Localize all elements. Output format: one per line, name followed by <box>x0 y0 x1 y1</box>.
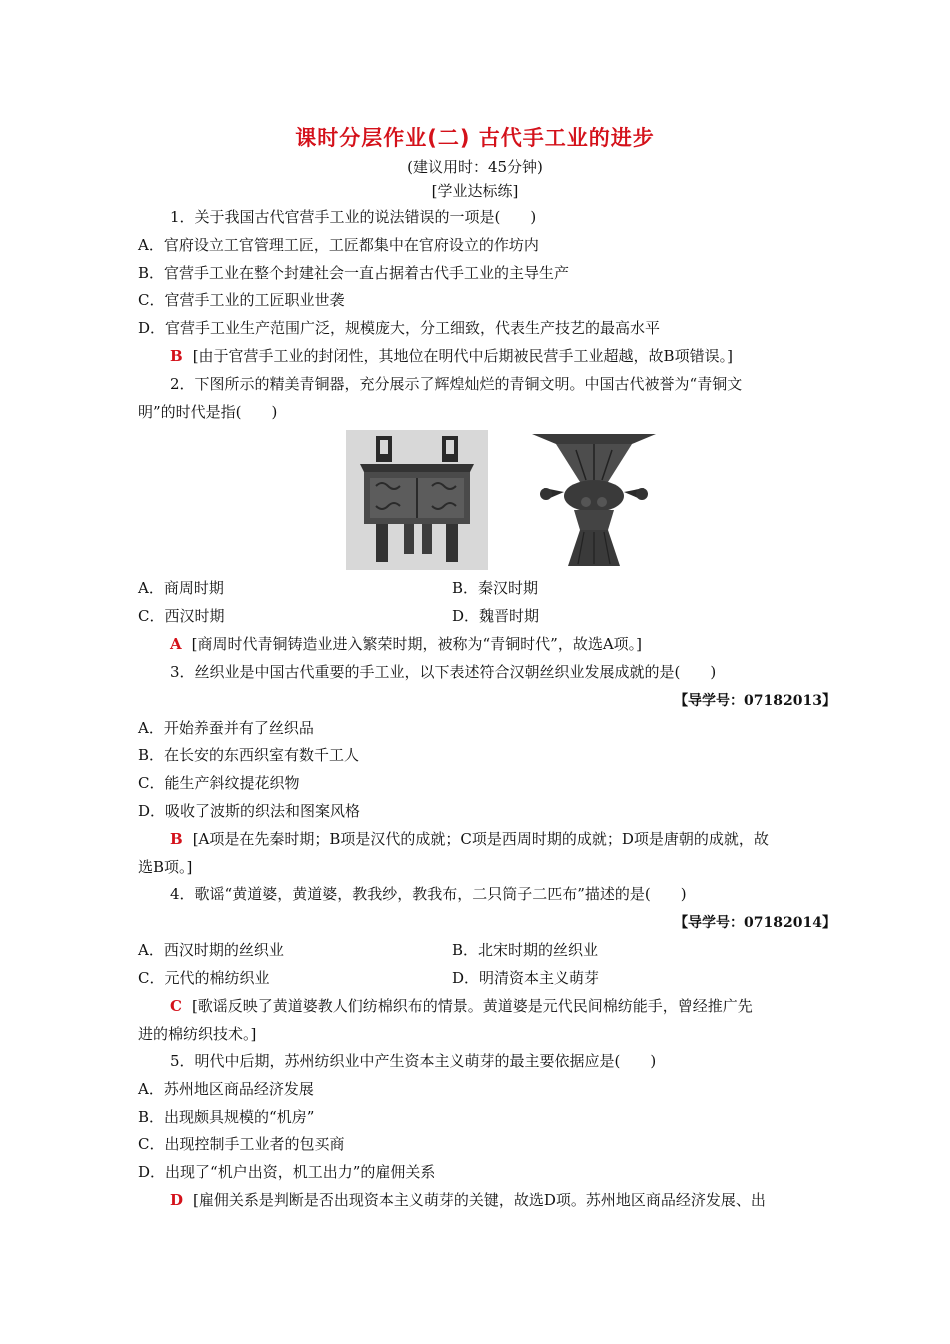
question-1-stem: 1．关于我国古代官营手工业的说法错误的一项是( ) <box>170 208 537 226</box>
question-1-option-a: A．官府设立工官管理工匠，工匠都集中在官府设立的作坊内 <box>138 236 539 254</box>
question-3-option-a: A．开始养蚕并有了丝织品 <box>138 719 314 737</box>
question-2-stem: 2．下图所示的精美青铜器，充分展示了辉煌灿烂的青铜文明。中国古代被誉为“青铜文 <box>170 375 743 393</box>
question-4-answer-line <box>170 996 753 1016</box>
question-2-option-b: B．秦汉时期 <box>452 579 539 597</box>
question-3-option-b: B．在长安的东西织室有数千工人 <box>138 746 360 764</box>
question-3-explanation: [A项是在先秦时期；B项是汉代的成就；C项是西周时期的成就；D项是唐朝的成就，故 <box>192 830 769 848</box>
question-4-ref: 【导学号：07182014】 <box>674 915 836 931</box>
question-1-option-b: B．官营手工业在整个封建社会一直占据着古代手工业的主导生产 <box>138 264 570 282</box>
question-5-option-d: D．出现了“机户出资，机工出力”的雇佣关系 <box>138 1163 436 1181</box>
question-3-answer: B <box>170 830 183 848</box>
question-2-option-a: A．商周时期 <box>138 579 224 597</box>
question-3-explanation-cont: 选B项。] <box>138 858 193 876</box>
bronze-ding-image <box>346 430 488 570</box>
bronze-zun-image <box>524 430 664 570</box>
question-1-option-d: D．官营手工业生产范围广泛，规模庞大，分工细致，代表生产技艺的最高水平 <box>138 319 661 337</box>
question-3-option-c: C．能生产斜纹提花织物 <box>138 774 300 792</box>
question-3-option-d: D．吸收了波斯的织法和图案风格 <box>138 802 361 820</box>
question-2-option-d: D．魏晋时期 <box>452 607 540 625</box>
question-2-stem-cont: 明”的时代是指( ) <box>138 403 278 421</box>
question-4-stem: 4．歌谣“黄道婆，黄道婆，教我纱，教我布，二只筒子二匹布”描述的是( ) <box>170 885 687 903</box>
question-5-option-c: C．出现控制手工业者的包买商 <box>138 1135 345 1153</box>
question-4-option-d: D．明清资本主义萌芽 <box>452 969 600 987</box>
question-2-answer: A <box>170 635 182 653</box>
question-3-stem: 3．丝织业是中国古代重要的手工业，以下表述符合汉朝丝织业发展成就的是( ) <box>170 663 717 681</box>
question-2-answer-line <box>170 634 642 654</box>
suggested-time: (建议用时：45分钟) <box>407 158 543 176</box>
question-5-option-b: B．出现颇具规模的“机房” <box>138 1108 315 1126</box>
question-2-option-c: C．西汉时期 <box>138 607 225 625</box>
question-1-answer: B <box>170 347 183 365</box>
question-5-stem: 5．明代中后期，苏州纺织业中产生资本主义萌芽的最主要依据应是( ) <box>170 1052 657 1070</box>
question-2-explanation: [商周时代青铜铸造业进入繁荣时期，被称为“青铜时代”，故选A项。] <box>191 635 643 653</box>
page-title: 课时分层作业(二) 古代手工业的进步 <box>295 126 655 150</box>
question-4-explanation: [歌谣反映了黄道婆教人们纺棉织布的情景。黄道婆是元代民间棉纺能手，曾经推广先 <box>191 997 753 1015</box>
question-3-answer-line <box>170 829 769 849</box>
question-5-explanation: [雇佣关系是判断是否出现资本主义萌芽的关键，故选D项。苏州地区商品经济发展、出 <box>193 1191 766 1209</box>
question-5-answer: D <box>170 1191 184 1209</box>
question-4-explanation-cont: 进的棉纺织技术。] <box>138 1025 257 1043</box>
question-4-option-a: A．西汉时期的丝织业 <box>138 941 284 959</box>
question-4-option-c: C．元代的棉纺织业 <box>138 969 270 987</box>
question-4-option-b: B．北宋时期的丝织业 <box>452 941 599 959</box>
question-1-explanation: [由于官营手工业的封闭性，其地位在明代中后期被民营手工业超越，故B项错误。] <box>192 347 733 365</box>
question-3-ref: 【导学号：07182013】 <box>674 693 836 709</box>
question-5-answer-line <box>170 1190 766 1210</box>
question-1-option-c: C．官营手工业的工匠职业世袭 <box>138 291 345 309</box>
section-heading: [学业达标练] <box>431 182 519 200</box>
question-4-answer: C <box>170 997 182 1015</box>
question-5-option-a: A．苏州地区商品经济发展 <box>138 1080 314 1098</box>
question-1-answer-line <box>170 346 733 366</box>
